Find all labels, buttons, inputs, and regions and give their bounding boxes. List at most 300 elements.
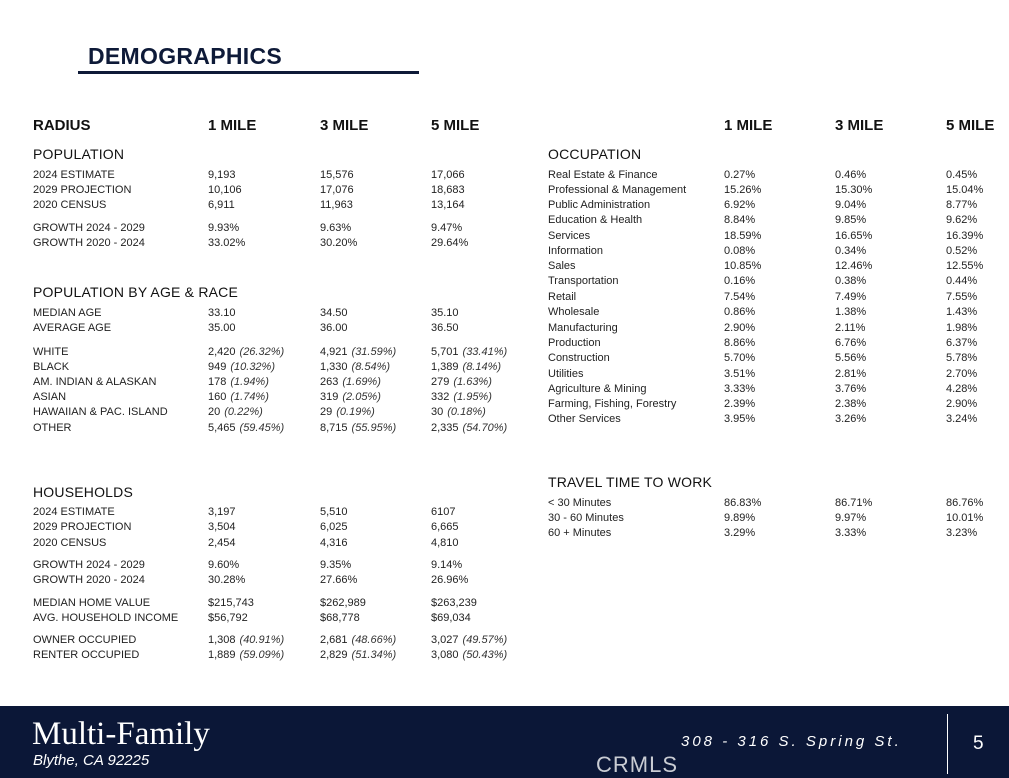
value-number: 263 xyxy=(320,376,339,388)
value-number: 0.44% xyxy=(946,275,978,287)
population-row-value xyxy=(431,184,465,196)
occupation-row-value xyxy=(946,199,977,211)
value-number: 6.76% xyxy=(835,337,867,349)
occupation-row-value xyxy=(835,337,866,349)
occupation-row-value xyxy=(835,214,866,226)
value-number: 3.33% xyxy=(835,527,867,539)
households-row-value xyxy=(208,521,236,533)
value-number: 9,193 xyxy=(208,169,236,181)
value-number: 2.70% xyxy=(946,368,978,380)
travel-row-value xyxy=(835,527,866,539)
occupation-row-value xyxy=(835,169,866,181)
age-race-row-label: BLACK xyxy=(33,361,70,373)
value-number: 6,025 xyxy=(320,521,348,533)
value-number: 9.89% xyxy=(724,512,756,524)
occupation-row-value xyxy=(946,337,977,349)
value-percent: (0.22%) xyxy=(224,406,263,418)
age-race-heading: POPULATION BY AGE & RACE xyxy=(33,284,239,300)
value-number: 9.04% xyxy=(835,199,867,211)
age-race-row-value xyxy=(431,376,492,388)
value-number: 279 xyxy=(431,376,450,388)
occupation-row-value xyxy=(724,398,755,410)
age-race-row-value xyxy=(431,361,501,373)
value-percent: (0.19%) xyxy=(336,406,375,418)
value-number: 6,665 xyxy=(431,521,459,533)
age-race-row-value xyxy=(431,422,507,434)
value-number: 15.30% xyxy=(835,184,873,196)
value-number: 319 xyxy=(320,391,339,403)
travel-heading: TRAVEL TIME TO WORK xyxy=(548,474,713,490)
age-race-row-value xyxy=(208,406,263,418)
value-percent: (59.09%) xyxy=(239,649,285,661)
occupation-row-label: Other Services xyxy=(548,413,621,425)
value-number: 8.86% xyxy=(724,337,756,349)
occupation-row-value xyxy=(835,368,866,380)
occ-col-1-mile-header: 1 MILE xyxy=(724,117,773,134)
value-percent: (55.95%) xyxy=(351,422,397,434)
occupation-row-value xyxy=(724,214,755,226)
value-number: 36.50 xyxy=(431,322,459,334)
occupation-heading: OCCUPATION xyxy=(548,146,642,162)
population-row-label: 2020 CENSUS xyxy=(33,199,107,211)
age-race-row-value xyxy=(431,406,486,418)
occ-col-5-mile-header: 5 MILE xyxy=(946,117,995,134)
age-race-row-value xyxy=(208,391,269,403)
value-percent: (1.63%) xyxy=(453,376,492,388)
value-number: 29 xyxy=(320,406,333,418)
occupation-row-value xyxy=(835,199,866,211)
value-number: 15.04% xyxy=(946,184,984,196)
households-row-value xyxy=(320,597,366,609)
travel-row-value xyxy=(946,527,977,539)
households-row-value xyxy=(208,597,254,609)
age-race-row-value xyxy=(431,322,459,334)
households-row-value xyxy=(431,612,471,624)
travel-row-value xyxy=(946,497,983,509)
occupation-row-value xyxy=(835,322,865,334)
value-number: 26.96% xyxy=(431,574,469,586)
households-row-label: OWNER OCCUPIED xyxy=(33,634,137,646)
value-number: 34.50 xyxy=(320,307,348,319)
value-number: 35.10 xyxy=(431,307,459,319)
age-race-row-label: AM. INDIAN & ALASKAN xyxy=(33,376,157,388)
occupation-row-value xyxy=(946,184,983,196)
value-number: 3.76% xyxy=(835,383,867,395)
households-row-value xyxy=(320,537,348,549)
age-race-row-value xyxy=(320,406,375,418)
property-address: 308 - 316 S. Spring St. xyxy=(681,733,902,750)
value-number: 3,080 xyxy=(431,649,459,661)
occupation-row-value xyxy=(835,230,872,242)
value-number: 9.85% xyxy=(835,214,867,226)
occupation-row-value xyxy=(946,291,977,303)
value-number: 10.85% xyxy=(724,260,762,272)
value-number: 10,106 xyxy=(208,184,242,196)
value-number: 0.52% xyxy=(946,245,978,257)
travel-row-value xyxy=(835,497,872,509)
value-number: 5.56% xyxy=(835,352,867,364)
age-race-row-label: WHITE xyxy=(33,346,69,358)
value-number: 9.62% xyxy=(946,214,978,226)
value-percent: (49.57%) xyxy=(462,634,508,646)
households-row-value xyxy=(431,634,507,646)
page-title: DEMOGRAPHICS xyxy=(88,43,283,69)
age-race-row-value xyxy=(431,346,507,358)
value-number: 9.97% xyxy=(835,512,867,524)
value-number: 178 xyxy=(208,376,227,388)
value-number: 3.51% xyxy=(724,368,756,380)
households-row-label: GROWTH 2020 - 2024 xyxy=(33,574,145,586)
population-row-value xyxy=(320,237,357,249)
value-percent: (26.32%) xyxy=(239,346,285,358)
value-number: 0.86% xyxy=(724,306,756,318)
value-number: 86.71% xyxy=(835,497,873,509)
value-number: 1.43% xyxy=(946,306,978,318)
age-race-row-value xyxy=(208,422,284,434)
value-number: 27.66% xyxy=(320,574,358,586)
households-row-value xyxy=(208,649,284,661)
brand-city: Blythe, CA 92225 xyxy=(33,752,150,769)
value-number: 0.08% xyxy=(724,245,756,257)
age-race-row-value xyxy=(431,391,492,403)
value-number: 0.46% xyxy=(835,169,867,181)
occupation-row-value xyxy=(946,383,977,395)
occupation-row-value xyxy=(724,383,755,395)
households-row-value xyxy=(320,574,357,586)
population-row-value xyxy=(208,222,239,234)
age-race-row-value xyxy=(208,376,269,388)
occupation-row-value xyxy=(835,184,872,196)
value-number: 160 xyxy=(208,391,227,403)
value-number: 29.64% xyxy=(431,237,469,249)
households-row-value xyxy=(320,612,360,624)
occupation-row-value xyxy=(835,383,866,395)
value-number: 35.00 xyxy=(208,322,236,334)
value-number: 4,810 xyxy=(431,537,459,549)
age-race-row-label: HAWAIIAN & PAC. ISLAND xyxy=(33,406,168,418)
value-number: 86.83% xyxy=(724,497,762,509)
households-row-value xyxy=(431,649,507,661)
value-number: 0.27% xyxy=(724,169,756,181)
travel-row-value xyxy=(835,512,866,524)
value-number: 7.54% xyxy=(724,291,756,303)
population-row-value xyxy=(208,184,242,196)
population-row-value xyxy=(320,184,354,196)
occupation-row-value xyxy=(724,184,761,196)
value-number: 2.11% xyxy=(835,322,866,334)
age-race-row-value xyxy=(320,322,348,334)
value-number: 1.38% xyxy=(835,306,867,318)
occupation-row-value xyxy=(946,214,977,226)
travel-row-value xyxy=(724,527,755,539)
value-number: 2.39% xyxy=(724,398,756,410)
age-race-row-value xyxy=(320,346,396,358)
value-number: 2,681 xyxy=(320,634,348,646)
travel-row-label: 30 - 60 Minutes xyxy=(548,512,624,524)
occupation-row-value xyxy=(724,337,755,349)
households-row-label: 2020 CENSUS xyxy=(33,537,107,549)
households-row-value xyxy=(320,521,348,533)
value-number: $263,239 xyxy=(431,597,477,609)
occupation-row-label: Sales xyxy=(548,260,576,272)
value-number: 6.92% xyxy=(724,199,756,211)
value-number: 8.84% xyxy=(724,214,756,226)
value-number: 8,715 xyxy=(320,422,348,434)
value-number: $56,792 xyxy=(208,612,248,624)
value-number: 7.49% xyxy=(835,291,867,303)
occupation-row-label: Manufacturing xyxy=(548,322,618,334)
value-number: $68,778 xyxy=(320,612,360,624)
households-row-value xyxy=(431,506,455,518)
value-number: 3,027 xyxy=(431,634,459,646)
value-number: 13,164 xyxy=(431,199,465,211)
age-race-row-value xyxy=(320,361,390,373)
value-number: 33.02% xyxy=(208,237,246,249)
households-row-label: 2024 ESTIMATE xyxy=(33,506,115,518)
value-number: 8.77% xyxy=(946,199,978,211)
value-number: 15,576 xyxy=(320,169,354,181)
value-number: 18.59% xyxy=(724,230,762,242)
occupation-row-value xyxy=(946,368,977,380)
page-number: 5 xyxy=(973,733,984,754)
households-row-value xyxy=(431,597,477,609)
value-number: 20 xyxy=(208,406,221,418)
population-row-label: 2024 ESTIMATE xyxy=(33,169,115,181)
age-race-row-value xyxy=(320,422,396,434)
population-row-label: GROWTH 2024 - 2029 xyxy=(33,222,145,234)
value-number: 3.33% xyxy=(724,383,756,395)
value-number: 4.28% xyxy=(946,383,978,395)
population-row-value xyxy=(320,222,351,234)
occupation-row-label: Education & Health xyxy=(548,214,643,226)
occupation-row-value xyxy=(946,245,977,257)
occupation-row-value xyxy=(724,199,755,211)
value-percent: (8.54%) xyxy=(351,361,391,373)
occupation-row-value xyxy=(724,260,761,272)
value-percent: (54.70%) xyxy=(462,422,508,434)
value-number: 3,197 xyxy=(208,506,236,518)
value-number: 9.93% xyxy=(208,222,240,234)
col-5-mile-header: 5 MILE xyxy=(431,117,480,134)
value-number: $262,989 xyxy=(320,597,366,609)
occupation-row-value xyxy=(946,398,977,410)
population-row-value xyxy=(320,199,353,211)
value-number: 6.37% xyxy=(946,337,978,349)
occupation-row-label: Wholesale xyxy=(548,306,600,318)
households-row-value xyxy=(431,559,462,571)
population-row-value xyxy=(208,237,245,249)
value-number: 3.23% xyxy=(946,527,978,539)
households-row-value xyxy=(208,612,248,624)
value-number: 5,465 xyxy=(208,422,236,434)
value-number: 4,921 xyxy=(320,346,348,358)
watermark: CRMLS xyxy=(596,752,679,777)
value-number: 0.16% xyxy=(724,275,756,287)
value-percent: (1.95%) xyxy=(453,391,492,403)
households-row-value xyxy=(431,574,468,586)
age-race-row-label: ASIAN xyxy=(33,391,67,403)
households-row-label: AVG. HOUSEHOLD INCOME xyxy=(33,612,179,624)
age-race-row-value xyxy=(208,322,236,334)
value-number: 30.28% xyxy=(208,574,246,586)
households-row-value xyxy=(431,537,459,549)
value-number: 9.63% xyxy=(320,222,352,234)
value-number: 30.20% xyxy=(320,237,358,249)
value-number: 9.47% xyxy=(431,222,463,234)
footer-divider xyxy=(947,714,948,774)
travel-row-label: < 30 Minutes xyxy=(548,497,612,509)
occupation-row-value xyxy=(946,413,977,425)
value-percent: (50.43%) xyxy=(462,649,508,661)
households-row-value xyxy=(320,634,396,646)
value-number: 9.60% xyxy=(208,559,240,571)
households-row-value xyxy=(208,506,236,518)
households-row-label: MEDIAN HOME VALUE xyxy=(33,597,151,609)
population-row-label: GROWTH 2020 - 2024 xyxy=(33,237,145,249)
occupation-row-value xyxy=(835,398,866,410)
value-percent: (40.91%) xyxy=(239,634,285,646)
households-row-value xyxy=(431,521,459,533)
age-race-row-label: AVERAGE AGE xyxy=(33,322,112,334)
value-number: 5,510 xyxy=(320,506,348,518)
occupation-row-value xyxy=(835,260,872,272)
value-number: 2.90% xyxy=(946,398,978,410)
value-number: 0.34% xyxy=(835,245,867,257)
occupation-row-value xyxy=(946,230,983,242)
occupation-row-value xyxy=(946,260,983,272)
radius-header: RADIUS xyxy=(33,117,91,134)
occupation-row-value xyxy=(835,352,866,364)
value-percent: (10.32%) xyxy=(230,361,275,373)
occupation-row-label: Retail xyxy=(548,291,577,303)
value-percent: (0.18%) xyxy=(447,406,486,418)
travel-row-value xyxy=(946,512,983,524)
value-number: 11,963 xyxy=(320,199,353,211)
occupation-row-value xyxy=(724,275,755,287)
value-number: 2.38% xyxy=(835,398,867,410)
value-number: 30 xyxy=(431,406,444,418)
value-number: 12.46% xyxy=(835,260,873,272)
value-percent: (48.66%) xyxy=(351,634,397,646)
travel-row-value xyxy=(724,497,761,509)
age-race-row-value xyxy=(208,361,275,373)
occupation-row-label: Agriculture & Mining xyxy=(548,383,647,395)
population-row-value xyxy=(431,222,462,234)
occupation-row-value xyxy=(835,306,866,318)
value-number: 3.24% xyxy=(946,413,978,425)
population-row-value xyxy=(431,199,465,211)
value-percent: (51.34%) xyxy=(351,649,397,661)
households-row-value xyxy=(208,634,284,646)
occupation-row-value xyxy=(946,275,977,287)
value-number: 33.10 xyxy=(208,307,236,319)
value-percent: (31.59%) xyxy=(351,346,397,358)
value-percent: (1.69%) xyxy=(342,376,381,388)
value-number: 2,454 xyxy=(208,537,236,549)
value-number: 949 xyxy=(208,361,227,373)
households-row-value xyxy=(320,559,351,571)
households-heading: HOUSEHOLDS xyxy=(33,484,134,500)
occupation-row-label: Real Estate & Finance xyxy=(548,169,658,181)
value-number: 5,701 xyxy=(431,346,459,358)
value-number: 3.26% xyxy=(835,413,867,425)
occupation-row-value xyxy=(946,352,977,364)
age-race-row-value xyxy=(320,376,381,388)
travel-row-label: 60 + Minutes xyxy=(548,527,612,539)
value-number: 9.14% xyxy=(431,559,463,571)
households-row-label: RENTER OCCUPIED xyxy=(33,649,140,661)
occupation-row-label: Transportation xyxy=(548,275,619,287)
households-row-value xyxy=(320,649,396,661)
occupation-row-value xyxy=(835,275,866,287)
value-number: 3,504 xyxy=(208,521,236,533)
value-number: 332 xyxy=(431,391,450,403)
age-race-row-label: MEDIAN AGE xyxy=(33,307,102,319)
occupation-row-label: Production xyxy=(548,337,601,349)
value-number: 9.35% xyxy=(320,559,352,571)
col-3-mile-header: 3 MILE xyxy=(320,117,369,134)
population-row-label: 2029 PROJECTION xyxy=(33,184,132,196)
value-number: 5.70% xyxy=(724,352,756,364)
value-percent: (33.41%) xyxy=(462,346,508,358)
value-number: 1,330 xyxy=(320,361,348,373)
occupation-row-label: Utilities xyxy=(548,368,584,380)
value-number: 6,911 xyxy=(208,199,235,211)
occupation-row-value xyxy=(946,306,977,318)
value-number: 16.39% xyxy=(946,230,984,242)
value-number: 17,066 xyxy=(431,169,465,181)
value-number: 2,829 xyxy=(320,649,348,661)
population-row-value xyxy=(208,169,236,181)
occupation-row-value xyxy=(946,169,977,181)
value-number: 86.76% xyxy=(946,497,984,509)
occupation-row-value xyxy=(835,245,866,257)
value-number: 1.98% xyxy=(946,322,978,334)
value-number: 2.90% xyxy=(724,322,756,334)
households-row-label: GROWTH 2024 - 2029 xyxy=(33,559,145,571)
occupation-row-label: Services xyxy=(548,230,591,242)
households-row-value xyxy=(320,506,348,518)
occupation-row-value xyxy=(724,230,761,242)
occupation-row-value xyxy=(724,413,755,425)
occ-col-3-mile-header: 3 MILE xyxy=(835,117,884,134)
value-number: 1,889 xyxy=(208,649,236,661)
title-underline xyxy=(78,71,419,74)
occupation-row-label: Information xyxy=(548,245,604,257)
age-race-row-label: OTHER xyxy=(33,422,72,434)
population-row-value xyxy=(208,199,235,211)
value-percent: (1.94%) xyxy=(230,376,269,388)
occupation-row-value xyxy=(724,245,755,257)
occupation-row-label: Farming, Fishing, Forestry xyxy=(548,398,677,410)
occupation-row-label: Professional & Management xyxy=(548,184,687,196)
value-number: $215,743 xyxy=(208,597,254,609)
value-number: 12.55% xyxy=(946,260,984,272)
age-race-row-value xyxy=(320,307,348,319)
occupation-row-value xyxy=(724,291,755,303)
value-percent: (2.05%) xyxy=(342,391,381,403)
age-race-row-value xyxy=(208,346,284,358)
value-number: 16.65% xyxy=(835,230,873,242)
value-number: 17,076 xyxy=(320,184,354,196)
occupation-row-value xyxy=(724,306,755,318)
value-number: 2.81% xyxy=(835,368,867,380)
age-race-row-value xyxy=(431,307,459,319)
households-row-value xyxy=(208,537,236,549)
value-number: 36.00 xyxy=(320,322,348,334)
brand-title: Multi-Family xyxy=(32,716,210,752)
occupation-row-value xyxy=(835,291,866,303)
